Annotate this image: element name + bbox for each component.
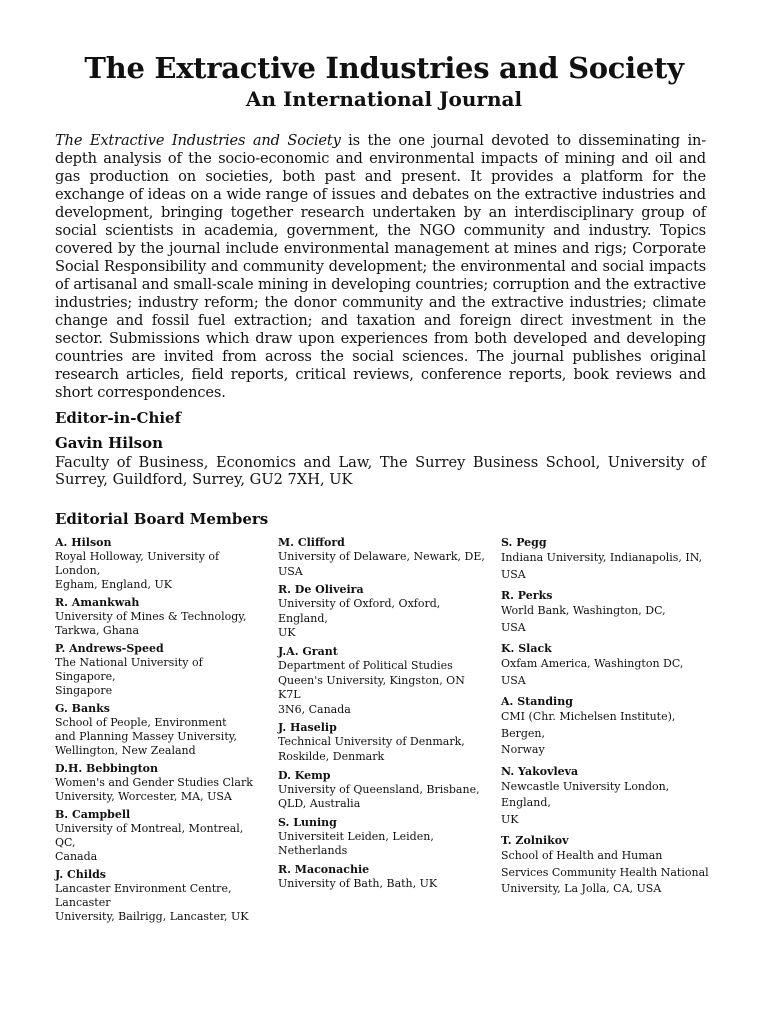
member-name: A. Hilson: [55, 536, 112, 549]
board-member: [278, 816, 488, 859]
board-column-2: [278, 536, 488, 896]
board-member: [55, 596, 265, 638]
member-name: J. Haselip: [278, 721, 337, 735]
member-name: D. Kemp: [278, 768, 331, 782]
journal-description-text: is the one journal devoted to disseminating in-depth analysis of the socio-economic and environmental impacts of mining and oil and gas production on societies, both past and present. It provides a platform for the exchange of ideas on a wide range of issues and debates on the extractive industries and development, bringing together research undertaken by an interdisciplinary group of social scientists in academia, government, the NGO community and industry. Topics covered by the journal include environmental management at mines and rigs; Corporate Social Responsibility and community development; the environmental and social impacts of artisanal and small-scale mining in developing countries; corruption and the extractive industries; industry reform; the donor community and the extractive industries; climate change and fossil fuel extraction; and taxation and foreign direct investment in the sector. Submissions which draw upon experiences from both developed and developing countries are invited from across the social sciences. The journal publishes original research articles, field reports, critical reviews, conference reports, book reviews and short correspondences.: [55, 132, 706, 401]
member-affiliation: Indiana University, Indianapolis, IN, USA: [501, 551, 703, 581]
member-affiliation: University of Queensland, Brisbane, QLD, Australia: [278, 782, 480, 811]
member-affiliation: University of Mines & Technology, Tarkwa, Ghana: [55, 610, 247, 637]
board-member: [55, 536, 265, 592]
board-member: [55, 702, 265, 758]
board-member: [278, 863, 488, 892]
board-member: [501, 834, 711, 898]
member-affiliation: University of Montreal, Montreal, QC, Canada: [55, 822, 244, 863]
member-affiliation: Royal Holloway, University of London, Egham, England, UK: [55, 550, 220, 591]
board-member: [55, 762, 265, 804]
board-column-3: [501, 536, 711, 904]
editorial-board-heading: Editorial Board Members: [55, 510, 269, 528]
member-affiliation: School of Health and Human Services Community Health National University, La Jolla, CA, USA: [501, 849, 709, 895]
board-member: [501, 765, 711, 829]
member-name: J. Childs: [55, 868, 107, 881]
member-name: J.A. Grant: [278, 644, 338, 658]
journal-title: The Extractive Industries and Society: [84, 51, 684, 85]
journal-description: [55, 132, 706, 402]
member-affiliation: World Bank, Washington, DC, USA: [501, 604, 666, 634]
member-name: R. Maconachie: [278, 862, 370, 876]
board-member: [55, 642, 265, 698]
member-name: D.H. Bebbington: [55, 762, 158, 775]
board-column-1: [55, 536, 265, 928]
member-name: T. Zolnikov: [501, 834, 569, 847]
board-member: [501, 695, 711, 759]
board-member: [501, 642, 711, 689]
member-name: S. Pegg: [501, 536, 547, 549]
member-name: A. Standing: [501, 695, 573, 708]
member-name: S. Luning: [278, 815, 337, 829]
board-member: [278, 645, 488, 717]
member-affiliation: University of Oxford, Oxford, England, UK: [278, 597, 441, 640]
member-name: M. Clifford: [278, 536, 345, 549]
board-member: [501, 536, 711, 583]
editor-in-chief-heading: Editor-in-Chief: [55, 409, 182, 427]
member-name: K. Slack: [501, 642, 552, 655]
member-affiliation: Universiteit Leiden, Leiden, Netherlands: [278, 829, 434, 858]
member-name: R. Perks: [501, 589, 553, 602]
board-member: [278, 769, 488, 812]
member-name: B. Campbell: [55, 808, 131, 821]
journal-name-italic: The Extractive Industries and Society: [55, 132, 341, 149]
member-affiliation: Newcastle University London, England, UK: [501, 779, 670, 826]
member-name: R. Amankwah: [55, 596, 140, 609]
member-affiliation: Technical University of Denmark, Roskilde, Denmark: [278, 735, 465, 763]
member-affiliation: Department of Political Studies Queen's University, Kingston, ON K7L 3N6, Canada: [278, 658, 465, 716]
member-name: G. Banks: [55, 702, 110, 715]
editor-in-chief-name: Gavin Hilson: [55, 434, 163, 452]
board-member: [278, 721, 488, 764]
board-member: [278, 583, 488, 641]
member-affiliation: Oxfam America, Washington DC, USA: [501, 657, 684, 687]
editor-in-chief-affiliation: Faculty of Business, Economics and Law, The Surrey Business School, University of Surrey, Guildford, Surrey, GU2 7XH, UK: [55, 454, 706, 488]
board-member: [55, 868, 265, 924]
member-affiliation: The National University of Singapore, Singapore: [55, 656, 203, 697]
board-member: [501, 589, 711, 636]
member-affiliation: Lancaster Environment Centre, Lancaster University, Bailrigg, Lancaster, UK: [55, 882, 249, 923]
member-affiliation: University of Bath, Bath, UK: [278, 876, 438, 890]
member-name: N. Yakovleva: [501, 764, 579, 778]
member-name: R. De Oliveira: [278, 583, 364, 597]
member-affiliation: School of People, Environment and Planning Massey University, Wellington, New Zealand: [55, 716, 237, 757]
member-affiliation: Women's and Gender Studies Clark University, Worcester, MA, USA: [55, 776, 253, 803]
board-member: [278, 536, 488, 579]
member-name: P. Andrews-Speed: [55, 642, 164, 655]
member-affiliation: CMI (Chr. Michelsen Institute), Bergen, Norway: [501, 710, 676, 756]
journal-subtitle: An International Journal: [245, 87, 523, 111]
member-affiliation: University of Delaware, Newark, DE, USA: [278, 550, 485, 578]
board-member: [55, 808, 265, 864]
